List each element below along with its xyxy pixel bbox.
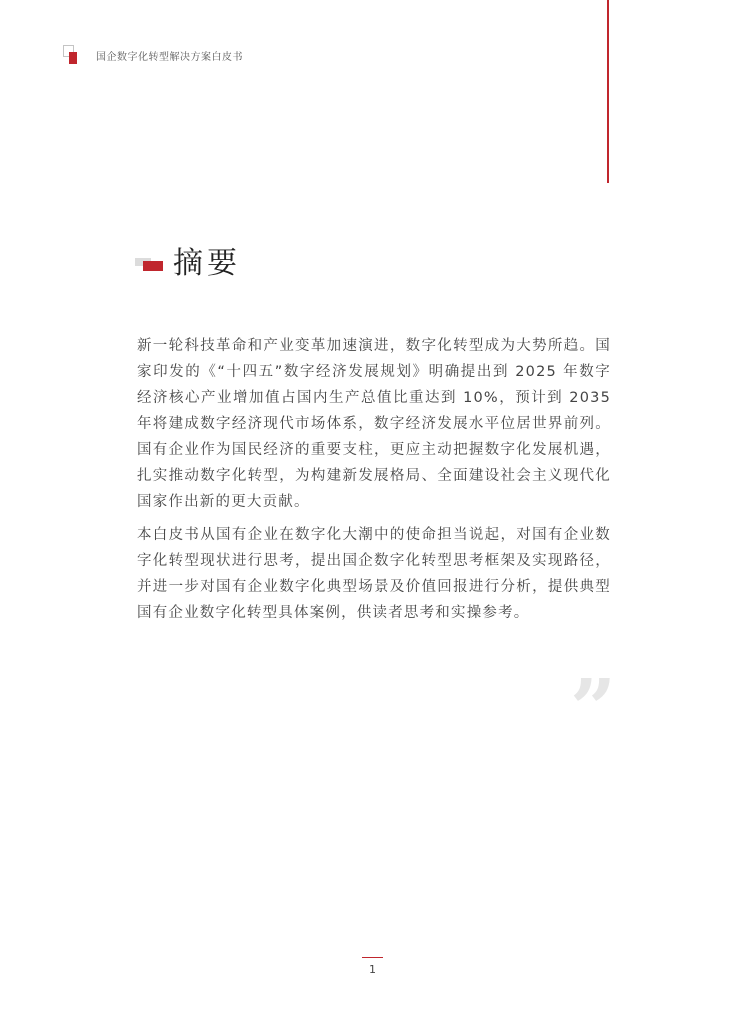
page-number-rule (362, 957, 383, 958)
page-number: 1 (369, 963, 376, 976)
header-title: 国企数字化转型解决方案白皮书 (96, 52, 243, 63)
quote-mark-icon: ” (570, 661, 617, 755)
logo-fill (69, 52, 77, 64)
header-logo (63, 45, 79, 65)
body-paragraph-2: 本白皮书从国有企业在数字化大潮中的使命担当说起，对国有企业数字化转型现状进行思考，提出国企数字化转型思考框架及实现路径，并进一步对国有企业数字化典型场景及价值回报进行分析，提供典型国有企业数字化转型具体案例，供读者思考和实操参考。 (137, 527, 611, 621)
vertical-divider (607, 0, 609, 183)
title-marker-red (143, 261, 163, 271)
body-paragraph-1: 新一轮科技革命和产业变革加速演进，数字化转型成为大势所趋。国家印发的《“十四五”数字经济发展规划》明确提出到 2025 年数字经济核心产业增加值占国内生产总值比重达到 10%，预计到 2035 年将建成数字经济现代市场体系，数字经济发展水平位居世界前列。国有企业作为国民经济的重要支柱，更应主动把握数字化发展机遇，扎实推动数字化转型，为构建新发展格局、全面建设社会主义现代化国家作出新的更大贡献。 (137, 338, 611, 510)
title-marker-icon (135, 256, 167, 272)
section-title: 摘要 (173, 246, 241, 281)
